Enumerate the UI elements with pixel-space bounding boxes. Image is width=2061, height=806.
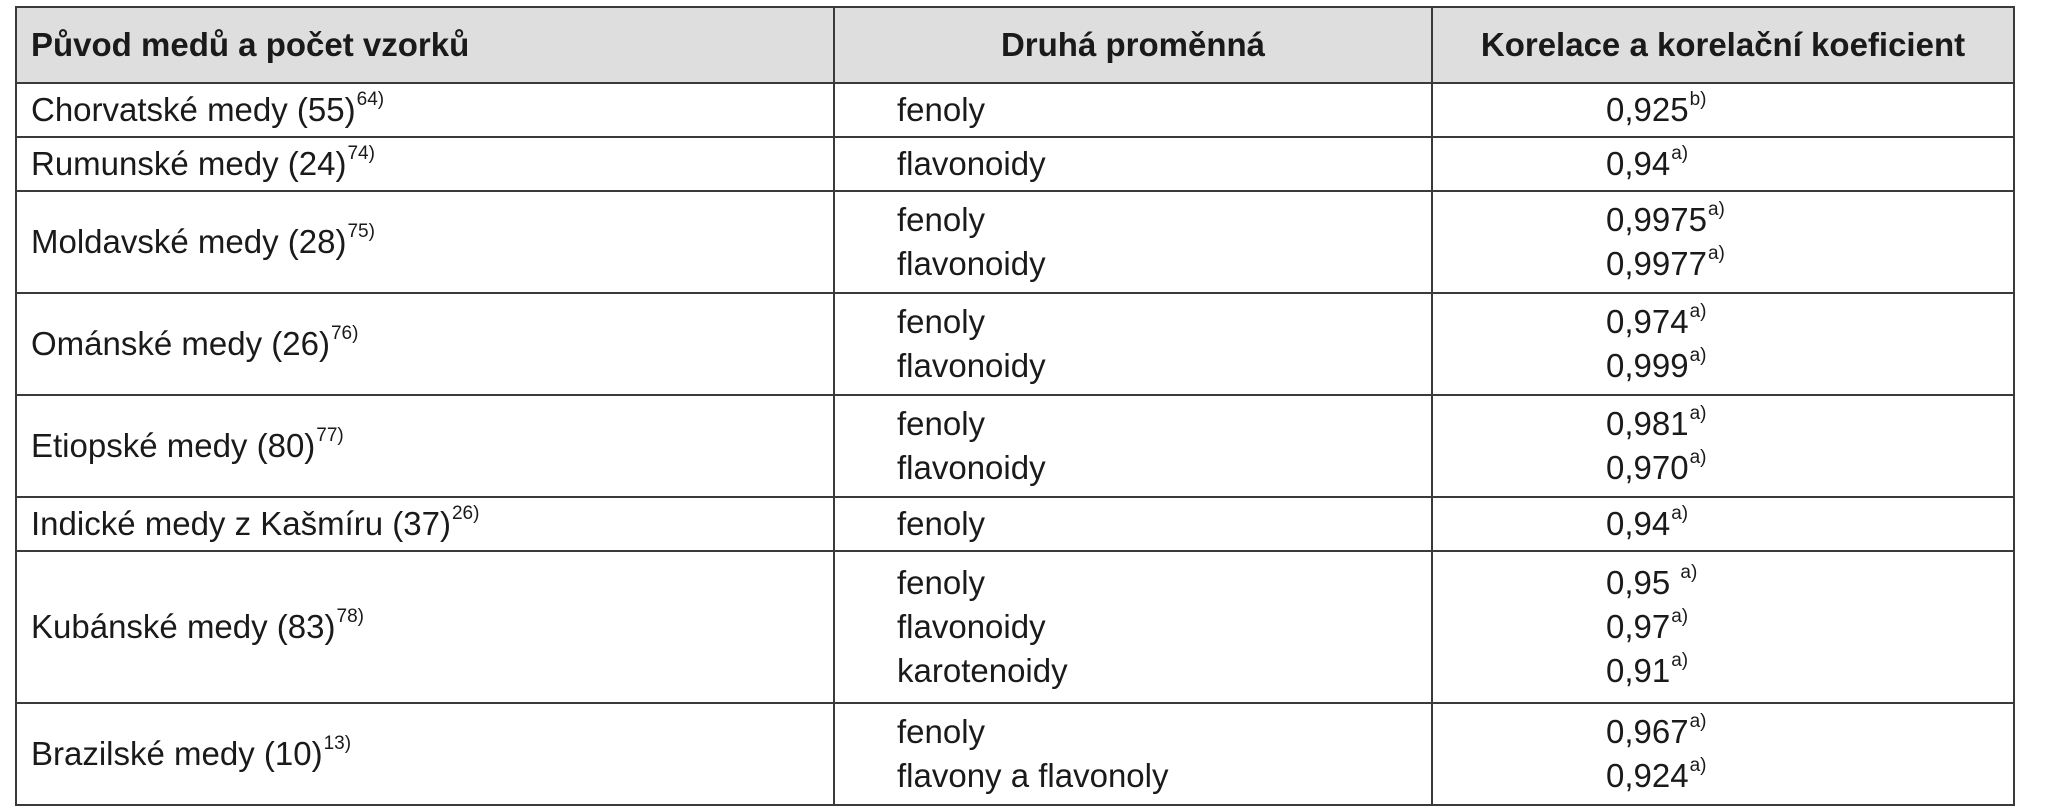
footnote-mark: a) — [1689, 345, 1707, 366]
coefficient-value: 0,97 — [1606, 608, 1671, 645]
variable-text: fenoly — [897, 505, 986, 542]
table-row — [16, 191, 2014, 293]
coefficient-entry — [1606, 402, 2013, 446]
coefficient-value: 0,925 — [1606, 91, 1689, 128]
coefficient-cell — [1432, 395, 2014, 497]
header-correlation: Korelace a korelační koeficient — [1432, 7, 2014, 83]
table-row — [16, 551, 2014, 703]
table-header-row — [16, 7, 2014, 83]
footnote-mark: a) — [1689, 755, 1707, 776]
reference-number: 77) — [316, 425, 344, 446]
origin-cell — [16, 551, 834, 703]
variable-text: fenoly — [897, 713, 986, 750]
variable-text: karotenoidy — [897, 652, 1068, 689]
origin-text: Brazilské medy (10) — [31, 735, 323, 772]
coefficient-entry — [1606, 754, 2013, 798]
footnote-mark: a) — [1671, 503, 1689, 524]
variable-text: fenoly — [897, 201, 986, 238]
variable-text: flavonoidy — [897, 347, 1046, 384]
coefficient-value: 0,94 — [1606, 145, 1671, 182]
origin-text: Rumunské medy (24) — [31, 145, 347, 182]
table-row — [16, 293, 2014, 395]
table-row — [16, 703, 2014, 805]
reference-number: 64) — [356, 89, 385, 110]
footnote-mark: a) — [1707, 199, 1725, 220]
footnote-mark: b) — [1689, 89, 1707, 110]
footnote-mark: a) — [1671, 606, 1689, 627]
footnote-mark: a) — [1671, 650, 1689, 671]
reference-number: 74) — [347, 143, 375, 164]
footnote-mark: a) — [1671, 143, 1689, 164]
correlation-table — [15, 6, 2015, 806]
footnote-mark: a) — [1689, 711, 1707, 732]
origin-text: Indické medy z Kašmíru (37) — [31, 505, 451, 542]
variable-cell — [834, 293, 1432, 395]
table-row — [16, 497, 2014, 551]
reference-number: 26) — [451, 503, 480, 524]
origin-cell — [16, 83, 834, 137]
variable-text: fenoly — [897, 564, 986, 601]
variable-text: flavonoidy — [897, 449, 1046, 486]
coefficient-value: 0,95 — [1606, 564, 1680, 601]
coefficient-value: 0,974 — [1606, 303, 1689, 340]
footnote-mark: a) — [1689, 403, 1707, 424]
coefficient-value: 0,924 — [1606, 757, 1689, 794]
variable-cell — [834, 191, 1432, 293]
table-row — [16, 83, 2014, 137]
footnote-mark: a) — [1680, 562, 1698, 583]
header-origin: Původ medů a počet vzorků — [16, 7, 834, 83]
coefficient-entry — [1606, 502, 2013, 546]
origin-cell — [16, 497, 834, 551]
reference-number: 78) — [336, 606, 364, 627]
coefficient-cell — [1432, 703, 2014, 805]
coefficient-value: 0,9975 — [1606, 201, 1707, 238]
coefficient-value: 0,981 — [1606, 405, 1689, 442]
coefficient-entry — [1606, 605, 2013, 649]
footnote-mark: a) — [1689, 447, 1707, 468]
coefficient-cell — [1432, 83, 2014, 137]
variable-text: fenoly — [897, 303, 986, 340]
coefficient-entry — [1606, 710, 2013, 754]
variable-text: flavony a flavonoly — [897, 757, 1169, 794]
coefficient-cell — [1432, 191, 2014, 293]
coefficient-entry — [1606, 198, 2013, 242]
origin-text: Chorvatské medy (55) — [31, 91, 356, 128]
correlation-table-container — [15, 6, 2013, 806]
table-row — [16, 395, 2014, 497]
coefficient-cell — [1432, 137, 2014, 191]
origin-cell — [16, 293, 834, 395]
table-row — [16, 137, 2014, 191]
origin-cell — [16, 703, 834, 805]
origin-text: Kubánské medy (83) — [31, 608, 336, 645]
coefficient-value: 0,999 — [1606, 347, 1689, 384]
variable-cell — [834, 497, 1432, 551]
coefficient-value: 0,91 — [1606, 652, 1671, 689]
footnote-mark: a) — [1707, 243, 1725, 264]
reference-number: 76) — [330, 323, 359, 344]
coefficient-value: 0,970 — [1606, 449, 1689, 486]
variable-text: flavonoidy — [897, 145, 1046, 182]
coefficient-cell — [1432, 497, 2014, 551]
origin-text: Etiopské medy (80) — [31, 427, 316, 464]
variable-cell — [834, 395, 1432, 497]
variable-cell — [834, 137, 1432, 191]
footnote-mark: a) — [1689, 301, 1707, 322]
variable-text: flavonoidy — [897, 608, 1046, 645]
variable-text: flavonoidy — [897, 245, 1046, 282]
reference-number: 75) — [347, 221, 375, 242]
coefficient-entry — [1606, 561, 2013, 605]
coefficient-entry — [1606, 300, 2013, 344]
coefficient-entry — [1606, 446, 2013, 490]
coefficient-entry — [1606, 88, 2013, 132]
coefficient-entry — [1606, 649, 2013, 693]
coefficient-value: 0,9977 — [1606, 245, 1707, 282]
variable-text: fenoly — [897, 405, 986, 442]
reference-number: 13) — [323, 733, 352, 754]
variable-cell — [834, 703, 1432, 805]
coefficient-value: 0,967 — [1606, 713, 1689, 750]
variable-text: fenoly — [897, 91, 986, 128]
coefficient-entry — [1606, 242, 2013, 286]
origin-cell — [16, 191, 834, 293]
variable-cell — [834, 551, 1432, 703]
coefficient-cell — [1432, 551, 2014, 703]
variable-cell — [834, 83, 1432, 137]
origin-cell — [16, 137, 834, 191]
origin-text: Moldavské medy (28) — [31, 223, 347, 260]
origin-text: Ománské medy (26) — [31, 325, 330, 362]
coefficient-value: 0,94 — [1606, 505, 1671, 542]
coefficient-entry — [1606, 344, 2013, 388]
coefficient-cell — [1432, 293, 2014, 395]
coefficient-entry — [1606, 142, 2013, 186]
header-second-variable: Druhá proměnná — [834, 7, 1432, 83]
origin-cell — [16, 395, 834, 497]
